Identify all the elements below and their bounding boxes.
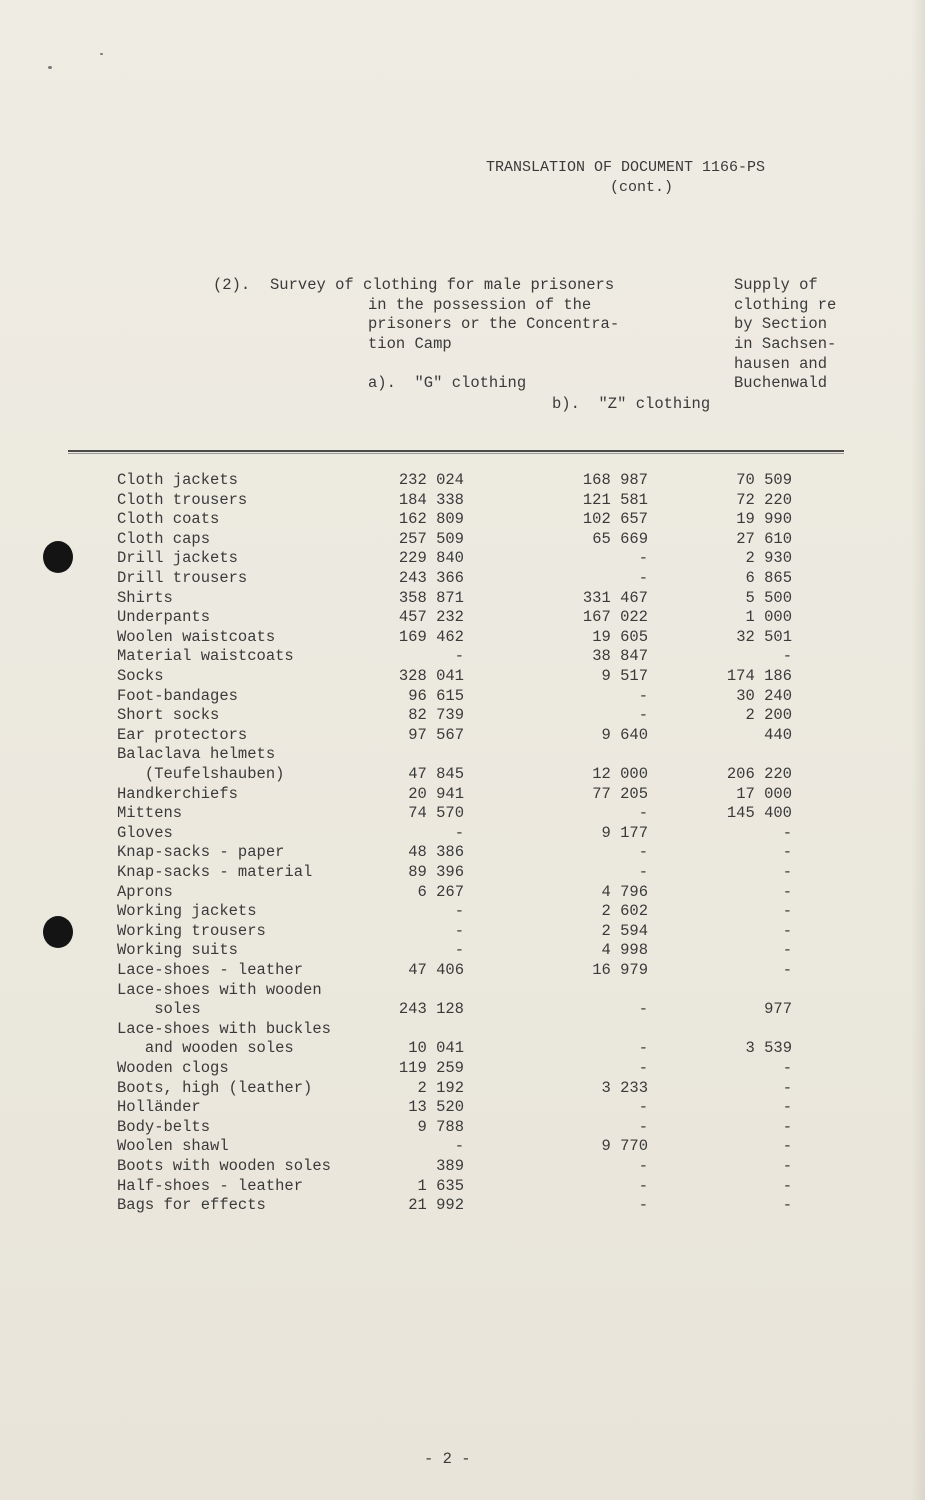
row-item-label: Shirts bbox=[117, 588, 173, 607]
row-item-label: Woolen shawl bbox=[117, 1137, 229, 1156]
survey-title-line-4: tion Camp bbox=[368, 335, 452, 353]
row-item-label: Knap-sacks - paper bbox=[117, 843, 285, 862]
table-row bbox=[0, 471, 925, 491]
row-supply-value: - bbox=[782, 1157, 792, 1175]
row-supply-value: - bbox=[782, 921, 792, 940]
table-row bbox=[0, 569, 925, 589]
row-z-clothing-value: 9 177 bbox=[601, 823, 648, 842]
row-g-clothing-value: 20 941 bbox=[408, 784, 464, 803]
row-g-clothing-value: - bbox=[454, 1137, 464, 1156]
row-supply-value: - bbox=[782, 941, 792, 960]
row-g-clothing-value: 9 788 bbox=[417, 1117, 464, 1136]
row-supply-value: - bbox=[782, 1059, 792, 1077]
row-item-label: Half-shoes - leather bbox=[117, 1176, 304, 1195]
row-g-clothing-value: 47 406 bbox=[408, 961, 464, 979]
row-supply-value: 5 500 bbox=[745, 588, 792, 607]
row-supply-value: 3 539 bbox=[745, 1039, 792, 1058]
row-supply-value: - bbox=[782, 1098, 792, 1117]
column-b-heading: b). "Z" clothing bbox=[552, 395, 711, 413]
row-supply-value: 145 400 bbox=[726, 804, 792, 823]
row-supply-value: 17 000 bbox=[736, 784, 792, 803]
row-g-clothing-value: 243 366 bbox=[398, 569, 464, 587]
row-z-clothing-value: - bbox=[638, 1098, 648, 1117]
row-supply-value: - bbox=[782, 882, 792, 901]
row-item-label: Short socks bbox=[117, 706, 220, 725]
row-supply-value: 30 240 bbox=[736, 686, 792, 705]
row-item-label: Knap-sacks - material bbox=[117, 863, 313, 881]
row-g-clothing-value: 2 192 bbox=[417, 1078, 464, 1097]
table-row bbox=[0, 1196, 925, 1216]
row-supply-value: 6 865 bbox=[745, 569, 792, 587]
table-row bbox=[0, 1000, 925, 1020]
table-row bbox=[0, 863, 925, 883]
row-supply-value: 19 990 bbox=[736, 510, 792, 529]
row-item-label: Socks bbox=[117, 667, 164, 685]
row-z-clothing-value: 77 205 bbox=[592, 784, 648, 803]
table-rule bbox=[68, 450, 844, 452]
row-g-clothing-value: 82 739 bbox=[408, 706, 464, 725]
row-item-label: Working trousers bbox=[117, 921, 266, 940]
row-g-clothing-value: 6 267 bbox=[417, 882, 464, 901]
table-row bbox=[0, 922, 925, 942]
row-z-clothing-value: 9 770 bbox=[601, 1137, 648, 1156]
row-item-label: Mittens bbox=[117, 804, 183, 823]
row-z-clothing-value: - bbox=[638, 1196, 648, 1215]
row-z-clothing-value: 167 022 bbox=[582, 608, 648, 627]
table-row bbox=[0, 1137, 925, 1157]
row-z-clothing-value: - bbox=[638, 549, 648, 568]
row-item-label: Cloth coats bbox=[117, 510, 220, 529]
row-g-clothing-value: 48 386 bbox=[408, 843, 464, 862]
row-item-label: Working suits bbox=[117, 941, 238, 960]
row-supply-value: 1 000 bbox=[745, 608, 792, 627]
row-item-label: Bags for effects bbox=[117, 1196, 266, 1215]
row-supply-value: - bbox=[782, 1078, 792, 1097]
row-z-clothing-value: 16 979 bbox=[592, 961, 648, 979]
row-z-clothing-value: - bbox=[638, 843, 648, 862]
row-supply-value: - bbox=[782, 961, 792, 979]
row-z-clothing-value: - bbox=[638, 804, 648, 823]
row-z-clothing-value: 9 517 bbox=[601, 667, 648, 685]
row-g-clothing-value: 243 128 bbox=[398, 1000, 464, 1019]
row-g-clothing-value: 457 232 bbox=[398, 608, 464, 627]
row-item-label: Holländer bbox=[117, 1098, 201, 1117]
row-z-clothing-value: 3 233 bbox=[601, 1078, 648, 1097]
row-z-clothing-value: 9 640 bbox=[601, 725, 648, 744]
row-item-label: Cloth trousers bbox=[117, 490, 248, 509]
table-row bbox=[0, 804, 925, 824]
table-row bbox=[0, 843, 925, 863]
row-z-clothing-value: - bbox=[638, 1157, 648, 1175]
table-row bbox=[0, 785, 925, 805]
row-g-clothing-value: - bbox=[454, 647, 464, 666]
row-supply-value: 174 186 bbox=[726, 667, 792, 685]
table-row bbox=[0, 1039, 925, 1059]
table-row bbox=[0, 530, 925, 550]
table-row bbox=[0, 667, 925, 687]
row-supply-value: - bbox=[782, 1176, 792, 1195]
row-supply-value: 2 930 bbox=[745, 549, 792, 568]
row-z-clothing-value: 4 796 bbox=[601, 882, 648, 901]
survey-title-line-1: Survey of clothing for male prisoners bbox=[270, 276, 615, 294]
row-supply-value: 27 610 bbox=[736, 529, 792, 548]
row-g-clothing-value: 96 615 bbox=[408, 686, 464, 705]
survey-title-line-3: prisoners or the Concentra- bbox=[368, 315, 620, 333]
row-item-label: Material waistcoats bbox=[117, 647, 294, 666]
row-g-clothing-value: 10 041 bbox=[408, 1039, 464, 1058]
row-supply-value: 32 501 bbox=[736, 627, 792, 646]
table-row bbox=[0, 1118, 925, 1138]
supply-heading-line-5: hausen and bbox=[734, 355, 828, 373]
table-row bbox=[0, 1098, 925, 1118]
row-z-clothing-value: - bbox=[638, 1117, 648, 1136]
table-row bbox=[0, 589, 925, 609]
row-z-clothing-value: - bbox=[638, 706, 648, 725]
row-g-clothing-value: - bbox=[454, 921, 464, 940]
table-row bbox=[0, 1177, 925, 1197]
row-supply-value: 440 bbox=[764, 725, 792, 744]
supply-heading-line-2: clothing re bbox=[734, 296, 837, 314]
table-row bbox=[0, 706, 925, 726]
row-z-clothing-value: 4 998 bbox=[601, 941, 648, 960]
row-g-clothing-value: 162 809 bbox=[398, 510, 464, 529]
row-g-clothing-value: 257 509 bbox=[398, 529, 464, 548]
row-supply-value: - bbox=[782, 863, 792, 881]
row-g-clothing-value: 328 041 bbox=[398, 667, 464, 685]
row-item-label: Cloth jackets bbox=[117, 471, 238, 489]
row-item-label: and wooden soles bbox=[117, 1039, 294, 1058]
row-supply-value: - bbox=[782, 1137, 792, 1156]
table-row bbox=[0, 765, 925, 785]
table-row bbox=[0, 628, 925, 648]
row-g-clothing-value: 184 338 bbox=[398, 490, 464, 509]
supply-heading-line-1: Supply of bbox=[734, 276, 818, 294]
row-g-clothing-value: 232 024 bbox=[398, 471, 464, 489]
row-item-label: Wooden clogs bbox=[117, 1059, 229, 1077]
row-g-clothing-value: - bbox=[454, 902, 464, 921]
row-item-label: Boots with wooden soles bbox=[117, 1157, 331, 1175]
table-rule-shadow bbox=[68, 453, 844, 454]
table-row bbox=[0, 941, 925, 961]
row-g-clothing-value: - bbox=[454, 941, 464, 960]
row-item-label: Drill jackets bbox=[117, 549, 238, 568]
column-a-heading: a). "G" clothing bbox=[368, 374, 527, 392]
row-g-clothing-value: 13 520 bbox=[408, 1098, 464, 1117]
row-item-label: Woolen waistcoats bbox=[117, 627, 276, 646]
table-row bbox=[0, 549, 925, 569]
row-supply-value: 977 bbox=[764, 1000, 792, 1019]
table-row bbox=[0, 647, 925, 667]
row-g-clothing-value: 169 462 bbox=[398, 627, 464, 646]
row-supply-value: - bbox=[782, 1196, 792, 1215]
row-item-label: Boots, high (leather) bbox=[117, 1078, 313, 1097]
row-z-clothing-value: - bbox=[638, 1059, 648, 1077]
table-row bbox=[0, 608, 925, 628]
table-row bbox=[0, 1020, 925, 1040]
table-row bbox=[0, 902, 925, 922]
row-supply-value: - bbox=[782, 843, 792, 862]
row-supply-value: - bbox=[782, 1117, 792, 1136]
row-supply-value: 206 220 bbox=[726, 765, 792, 783]
ink-speck bbox=[48, 66, 52, 69]
row-z-clothing-value: 65 669 bbox=[592, 529, 648, 548]
row-item-label: Lace-shoes with buckles bbox=[117, 1019, 331, 1038]
row-g-clothing-value: 1 635 bbox=[417, 1176, 464, 1195]
table-row bbox=[0, 491, 925, 511]
table-row bbox=[0, 510, 925, 530]
row-item-label: Lace-shoes with wooden bbox=[117, 980, 322, 999]
table-row bbox=[0, 961, 925, 981]
row-item-label: Working jackets bbox=[117, 902, 257, 921]
row-item-label: Foot-bandages bbox=[117, 686, 238, 705]
table-row bbox=[0, 883, 925, 903]
row-g-clothing-value: 229 840 bbox=[398, 549, 464, 568]
row-item-label: Gloves bbox=[117, 823, 173, 842]
table-row bbox=[0, 726, 925, 746]
section-number: (2). bbox=[213, 276, 251, 294]
row-item-label: (Teufelshauben) bbox=[117, 765, 285, 783]
row-z-clothing-value: - bbox=[638, 686, 648, 705]
row-item-label: Ear protectors bbox=[117, 725, 248, 744]
row-supply-value: - bbox=[782, 902, 792, 921]
table-row bbox=[0, 824, 925, 844]
row-z-clothing-value: - bbox=[638, 863, 648, 881]
row-g-clothing-value: 89 396 bbox=[408, 863, 464, 881]
row-z-clothing-value: - bbox=[638, 1000, 648, 1019]
table-row bbox=[0, 1157, 925, 1177]
row-supply-value: - bbox=[782, 823, 792, 842]
row-item-label: Handkerchiefs bbox=[117, 784, 238, 803]
row-z-clothing-value: - bbox=[638, 1176, 648, 1195]
row-supply-value: 2 200 bbox=[745, 706, 792, 725]
row-item-label: Lace-shoes - leather bbox=[117, 961, 304, 979]
row-g-clothing-value: 358 871 bbox=[398, 588, 464, 607]
table-row bbox=[0, 745, 925, 765]
row-z-clothing-value: 102 657 bbox=[582, 510, 648, 529]
row-item-label: Aprons bbox=[117, 882, 173, 901]
supply-heading-line-3: by Section bbox=[734, 315, 828, 333]
table-row bbox=[0, 1079, 925, 1099]
supply-heading-line-6: Buchenwald bbox=[734, 374, 828, 392]
row-g-clothing-value: 21 992 bbox=[408, 1196, 464, 1215]
row-supply-value: - bbox=[782, 647, 792, 666]
row-z-clothing-value: 2 602 bbox=[601, 902, 648, 921]
ink-speck bbox=[100, 53, 103, 55]
row-item-label: Underpants bbox=[117, 608, 211, 627]
table-row bbox=[0, 687, 925, 707]
row-z-clothing-value: 2 594 bbox=[601, 921, 648, 940]
row-z-clothing-value: - bbox=[638, 1039, 648, 1058]
row-item-label: Balaclava helmets bbox=[117, 745, 276, 764]
page-number: - 2 - bbox=[424, 1450, 471, 1468]
supply-heading-line-4: in Sachsen- bbox=[734, 335, 837, 353]
row-item-label: Drill trousers bbox=[117, 569, 248, 587]
row-z-clothing-value: 12 000 bbox=[592, 765, 648, 783]
row-g-clothing-value: 74 570 bbox=[408, 804, 464, 823]
row-z-clothing-value: 38 847 bbox=[592, 647, 648, 666]
continued-label: (cont.) bbox=[610, 179, 674, 196]
row-g-clothing-value: 47 845 bbox=[408, 765, 464, 783]
row-item-label: soles bbox=[117, 1000, 201, 1019]
row-z-clothing-value: 168 987 bbox=[582, 471, 648, 489]
row-g-clothing-value: 389 bbox=[436, 1157, 464, 1175]
row-item-label: Body-belts bbox=[117, 1117, 211, 1136]
row-item-label: Cloth caps bbox=[117, 529, 211, 548]
survey-title-line-2: in the possession of the bbox=[368, 296, 592, 314]
row-z-clothing-value: 19 605 bbox=[592, 627, 648, 646]
row-g-clothing-value: 97 567 bbox=[408, 725, 464, 744]
row-g-clothing-value: - bbox=[454, 823, 464, 842]
row-supply-value: 70 509 bbox=[736, 471, 792, 489]
document-title: TRANSLATION OF DOCUMENT 1166-PS bbox=[486, 159, 766, 176]
row-supply-value: 72 220 bbox=[736, 490, 792, 509]
table-row bbox=[0, 981, 925, 1001]
row-z-clothing-value: 331 467 bbox=[582, 588, 648, 607]
table-row bbox=[0, 1059, 925, 1079]
row-z-clothing-value: 121 581 bbox=[582, 490, 648, 509]
row-g-clothing-value: 119 259 bbox=[398, 1059, 464, 1077]
row-z-clothing-value: - bbox=[638, 569, 648, 587]
